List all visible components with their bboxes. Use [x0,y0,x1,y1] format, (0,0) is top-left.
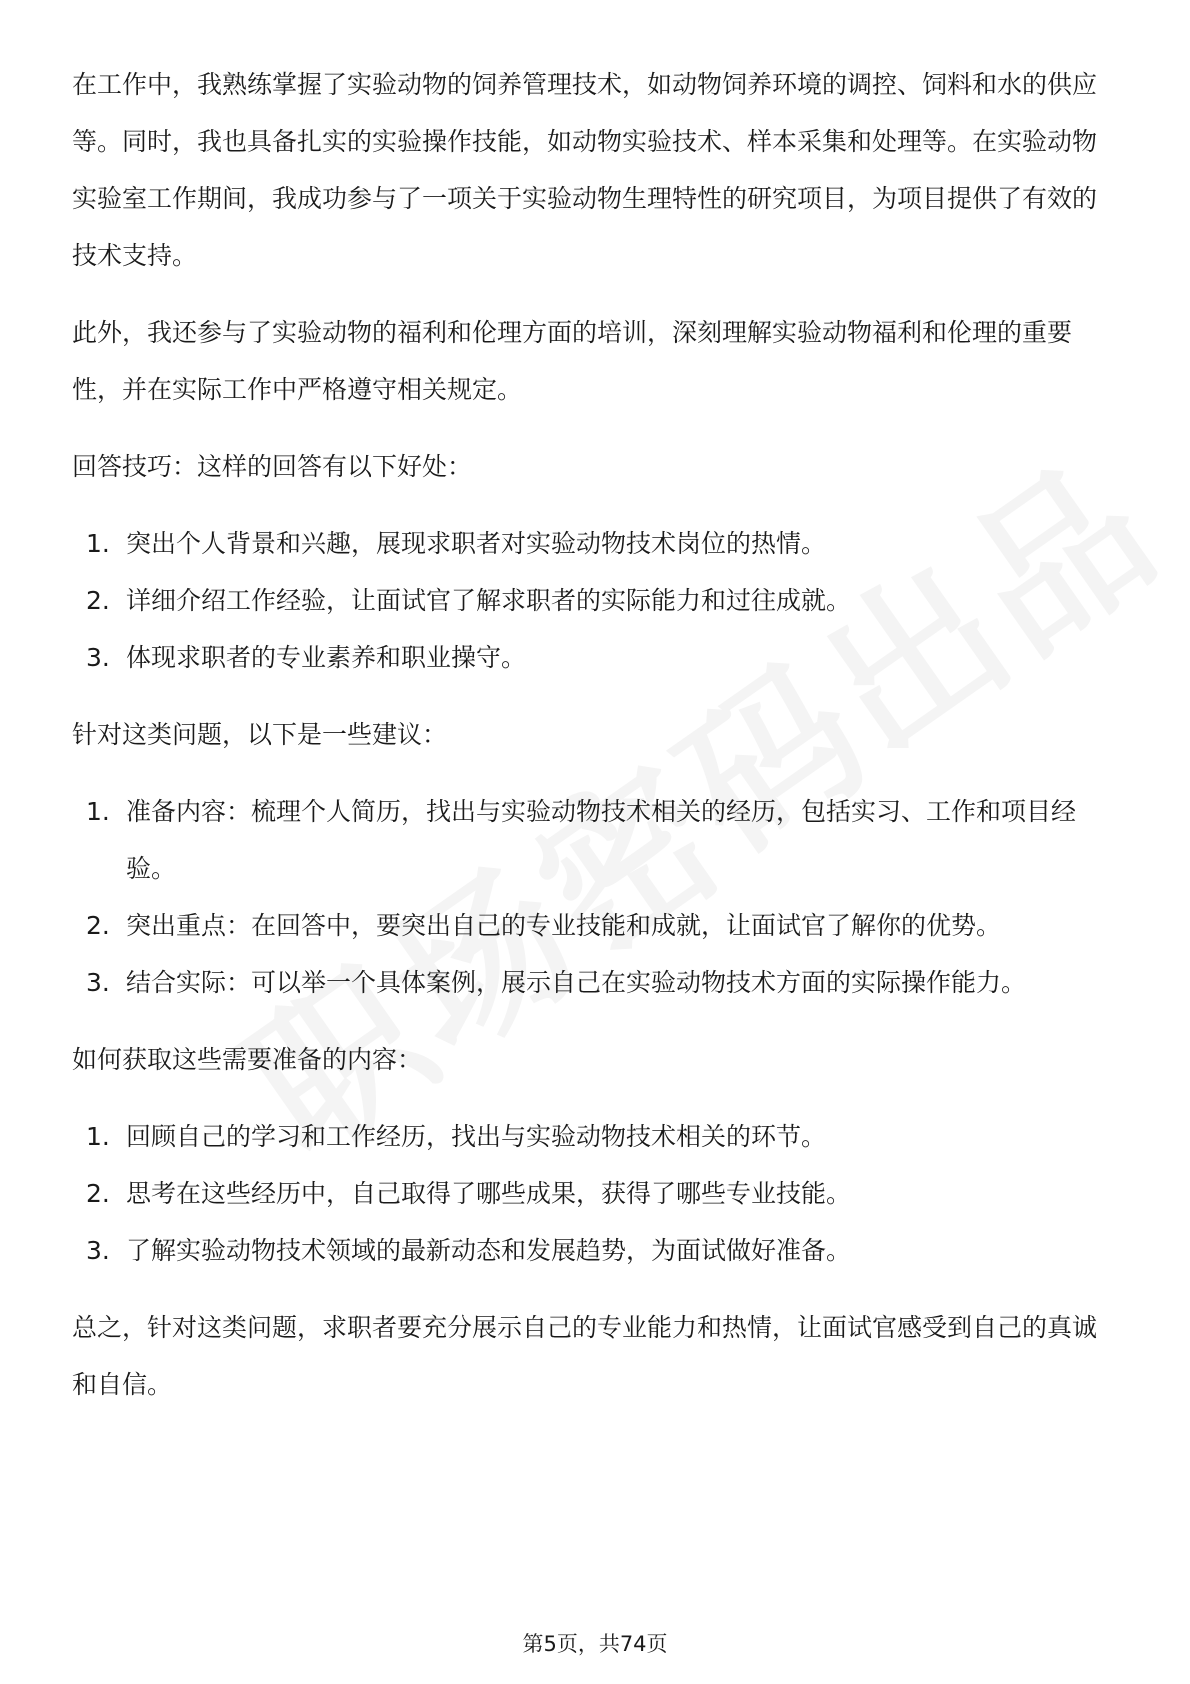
list-item-text: 详细介绍工作经验，让面试官了解求职者的实际能力和过往成就。 [126,586,852,615]
list-item [72,954,1118,1011]
advice-heading: 针对这类问题，以下是一些建议： [72,720,448,749]
list-item-text: 突出个人背景和兴趣，展现求职者对实验动物技术岗位的热情。 [126,529,827,558]
list-number: 3. [86,1236,110,1265]
list-number: 1. [86,1122,110,1151]
list-item [72,783,1118,897]
list-number: 3. [86,968,110,997]
list-item [72,1222,1118,1279]
list-number: 3. [86,643,110,672]
prepare-list [72,1108,1118,1279]
page-number: 第5页，共74页 [522,1632,668,1656]
paragraph-ethics-training: 此外，我还参与了实验动物的福利和伦理方面的培训，深刻理解实验动物福利和伦理的重要性，并在实际工作中严格遵守相关规定。 [72,318,1073,404]
list-item [72,1108,1118,1165]
tips-list [72,515,1118,686]
list-number: 2. [86,911,110,940]
list-item [72,897,1118,954]
list-number: 1. [86,797,110,826]
list-item-text: 回顾自己的学习和工作经历，找出与实验动物技术相关的环节。 [126,1122,827,1151]
paragraph-work-experience: 在工作中，我熟练掌握了实验动物的饲养管理技术，如动物饲养环境的调控、饲料和水的供应等。同时，我也具备扎实的实验操作技能，如动物实验技术、样本采集和处理等。在实验动物实验室工作期间，我成功参与了一项关于实验动物生理特性的研究项目，为项目提供了有效的技术支持。 [72,70,1098,270]
paragraph-conclusion: 总之，针对这类问题，求职者要充分展示自己的专业能力和热情，让面试官感受到自己的真诚和自信。 [72,1313,1098,1399]
prepare-heading: 如何获取这些需要准备的内容： [72,1045,423,1074]
list-item-text: 体现求职者的专业素养和职业操守。 [126,643,527,672]
list-item-text: 了解实验动物技术领域的最新动态和发展趋势，为面试做好准备。 [126,1236,852,1265]
advice-list [72,783,1118,1011]
list-item [72,515,1118,572]
list-item-text: 结合实际：可以举一个具体案例，展示自己在实验动物技术方面的实际操作能力。 [126,968,1027,997]
document-body [72,56,1118,1433]
list-item [72,572,1118,629]
list-number: 1. [86,529,110,558]
list-item [72,629,1118,686]
tips-heading: 回答技巧：这样的回答有以下好处： [72,452,473,481]
list-item-text: 准备内容：梳理个人简历，找出与实验动物技术相关的经历，包括实习、工作和项目经验。 [126,797,1077,883]
list-item-text: 思考在这些经历中，自己取得了哪些成果，获得了哪些专业技能。 [126,1179,852,1208]
list-item-text: 突出重点：在回答中，要突出自己的专业技能和成就，让面试官了解你的优势。 [126,911,1002,940]
list-number: 2. [86,1179,110,1208]
list-item [72,1165,1118,1222]
list-number: 2. [86,586,110,615]
